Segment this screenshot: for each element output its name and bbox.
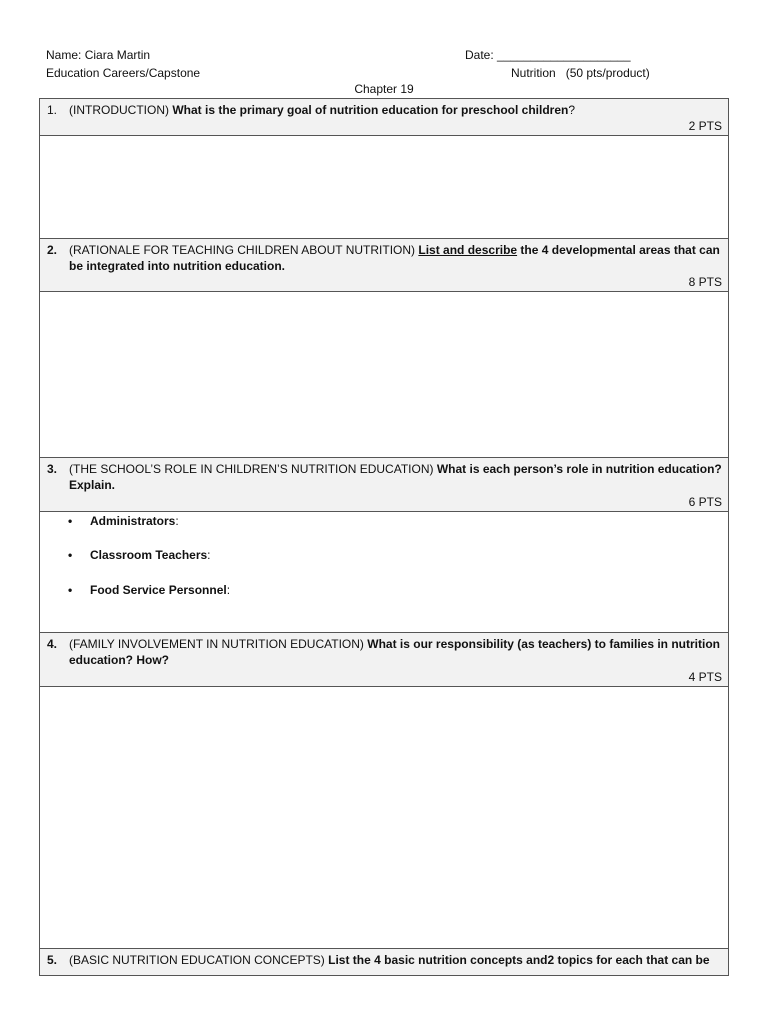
nutrition-label: Nutrition: [511, 66, 556, 80]
points-label: 6 PTS: [688, 495, 722, 509]
question-prompt: What is each person’s role in nutrition education? Explain.: [69, 462, 722, 492]
points-label: 2 PTS: [688, 119, 722, 133]
question-topic: (INTRODUCTION): [69, 103, 169, 117]
question-2-header: [40, 238, 728, 292]
question-1-header: [40, 99, 728, 136]
bullet-label: Classroom Teachers: [90, 548, 208, 562]
bullet-dot: •: [68, 583, 73, 597]
course-name: Education Careers/Capstone: [46, 66, 201, 80]
question-5-header: [40, 948, 728, 976]
answer-area-4[interactable]: [40, 687, 728, 949]
question-number: 4.: [47, 637, 58, 651]
nutrition-points-line: [511, 65, 650, 81]
question-table: [39, 98, 729, 976]
bullet-colon: :: [207, 548, 211, 562]
question-number: 1.: [47, 103, 58, 117]
name-label: Name:: [46, 48, 82, 62]
points-label: 8 PTS: [688, 275, 722, 289]
date-line: [465, 47, 631, 63]
question-topic: (THE SCHOOL’S ROLE IN CHILDREN’S NUTRITION EDUCATION): [69, 462, 434, 476]
question-prompt-continued: 2 topics for each that can be: [547, 953, 710, 967]
answer-area-1[interactable]: [40, 136, 728, 239]
question-prompt: What is the primary goal of nutrition education for preschool children: [172, 103, 569, 117]
date-label: Date:: [465, 48, 494, 62]
question-suffix: ?: [568, 103, 576, 117]
question-prompt: the 4 developmental areas that can be integrated into nutrition education.: [69, 243, 720, 273]
question-prompt: List the 4 basic nutrition concepts and: [328, 953, 548, 967]
question-topic: (BASIC NUTRITION EDUCATION CONCEPTS): [69, 953, 325, 967]
answer-area-2[interactable]: [40, 292, 728, 458]
question-number: 5.: [47, 953, 58, 967]
question-3-text: [69, 461, 722, 493]
question-emphasis: List and describe: [418, 243, 518, 257]
bullet-dot: •: [68, 514, 73, 528]
student-name: Ciara Martin: [84, 48, 151, 62]
question-number: 2.: [47, 243, 58, 257]
question-1-text: [69, 102, 722, 118]
bullet-colon: :: [175, 514, 179, 528]
question-topic: (FAMILY INVOLVEMENT IN NUTRITION EDUCATION): [69, 637, 364, 651]
chapter-title: Chapter 19: [354, 82, 414, 96]
bullet-administrators: [68, 514, 179, 528]
question-3-header: [40, 457, 728, 512]
date-blank: ____________________: [497, 48, 631, 62]
points-label: 4 PTS: [688, 670, 722, 684]
question-prompt: What is our responsibility (as teachers) to families in nutrition education? How?: [69, 637, 720, 667]
question-number: 3.: [47, 462, 58, 476]
question-5-text: [69, 952, 722, 968]
question-4-header: [40, 632, 728, 687]
bullet-colon: :: [226, 583, 231, 597]
bullet-label: Food Service Personnel: [90, 583, 227, 597]
question-topic: (RATIONALE FOR TEACHING CHILDREN ABOUT NUTRITION): [69, 243, 416, 257]
points-note: (50 pts/product): [565, 66, 650, 80]
bullet-dot: •: [68, 548, 73, 562]
bullet-label: Administrators: [90, 514, 176, 528]
answer-area-3[interactable]: [40, 512, 728, 632]
bullet-food-service-personnel: [68, 583, 230, 597]
name-line: [46, 47, 150, 63]
question-2-text: [69, 242, 722, 274]
bullet-classroom-teachers: [68, 548, 211, 562]
question-4-text: [69, 636, 722, 668]
